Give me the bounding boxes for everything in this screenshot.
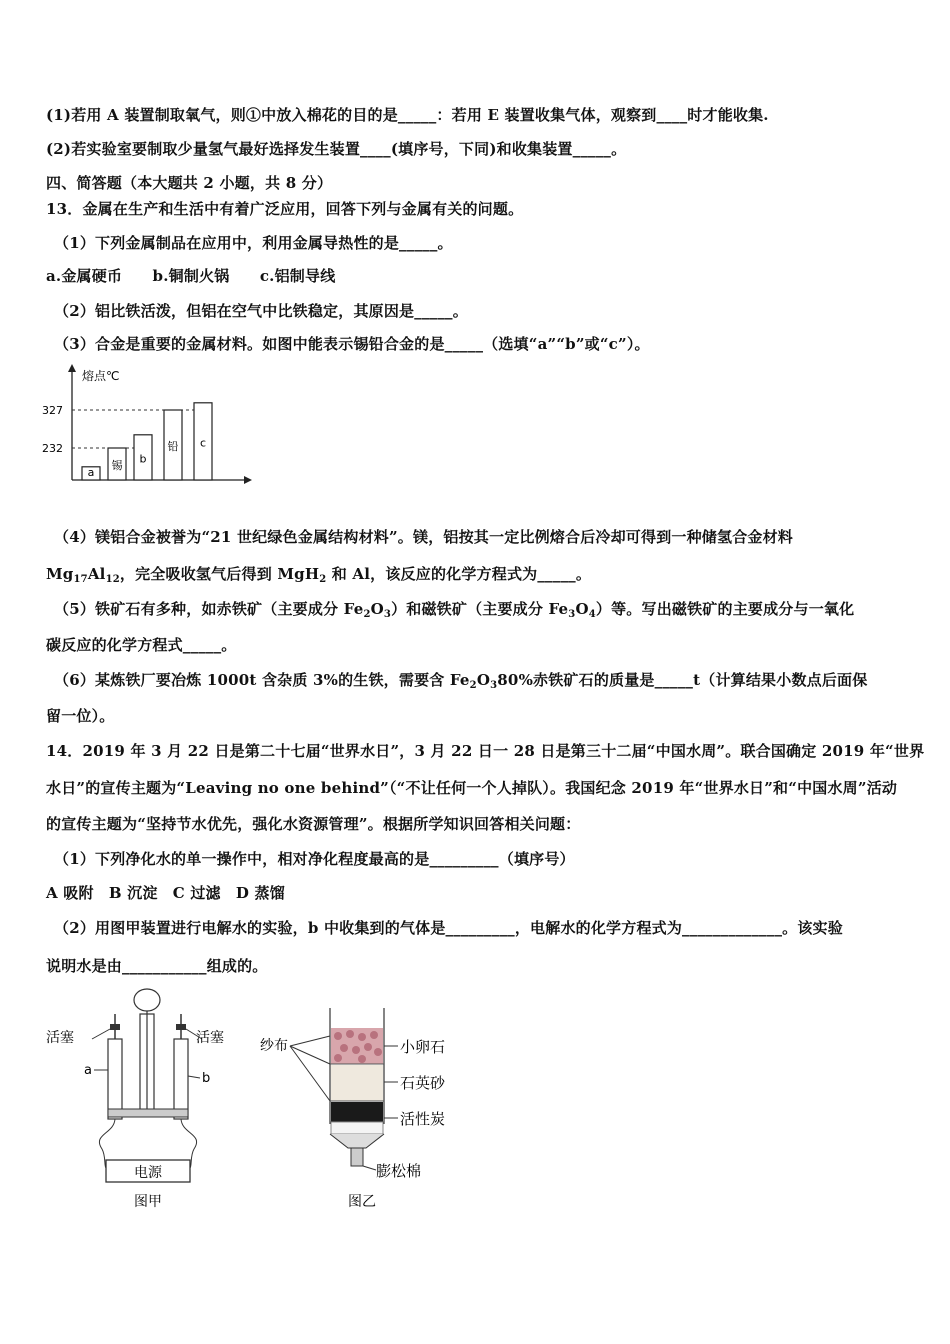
y-axis-label: 熔点℃ <box>82 369 120 383</box>
q13-part-6-cont: 留一位）。 <box>46 707 115 725</box>
right-valve-icon <box>176 1024 186 1030</box>
q14-part-2: （2）用图甲装置进行电解水的实验，b 中收集到的气体是_________，电解水的化学方程式为_____________。该实验 <box>54 919 843 937</box>
x-axis-arrow <box>244 476 252 484</box>
cotton-layer <box>331 1122 383 1134</box>
section-heading: 四、简答题（本大题共 2 小题，共 8 分） <box>46 174 333 192</box>
left-valve-label: 活塞 <box>46 1030 74 1046</box>
bar-label-a: a <box>87 466 95 479</box>
filter-funnel <box>330 1134 384 1148</box>
connector <box>108 1109 188 1117</box>
q13-part-2: （2）铝比铁活泼，但铝在空气中比铁稳定，其原因是_____。 <box>54 302 468 320</box>
sand-label: 石英砂 <box>400 1074 446 1092</box>
tube-a-label: a <box>84 1063 92 1078</box>
figure-jia <box>44 984 244 1214</box>
question-14: 14．2019 年 3 月 22 日是第二十七届“世界水日”，3 月 22 日一 28 日是第三十二届“中国水周”。联合国确定 2019 年“世界 <box>46 742 925 760</box>
q13-part-4-cont: $Mg_{17}Al_{12}$，完全吸收氢气后得到 MgH$_2$ 和 Al，该反应的化学方程式为_____。 <box>46 565 592 585</box>
pebble-label: 小卵石 <box>400 1038 446 1056</box>
left-valve-leader <box>92 1029 110 1039</box>
q14-line-2: 水日”的宣传主题为“Leaving no one behind”（“不让任何一个人掉队）。我国纪念 2019 年“世界水日”和“中国水周”活动 <box>46 779 898 797</box>
ytick-label: 327 <box>42 404 63 417</box>
ytick-label: 232 <box>42 442 63 455</box>
bar-label-c: c <box>199 436 207 450</box>
question-13: 13．金属在生产和生活中有着广泛应用，回答下列与金属有关的问题。 <box>46 200 524 218</box>
figure-yi-caption: 图乙 <box>348 1194 376 1210</box>
q13-part-6: （6）某炼铁厂要冶炼 1000t 含杂质 3%的生铁，需要含 $Fe_2O_380\%$赤铁矿石的质量是_____t（计算结果小数点后面保 <box>54 671 868 691</box>
gauze-leader-3 <box>290 1046 330 1101</box>
funnel-bulb <box>134 989 160 1011</box>
q13-part-4: （4）镁铝合金被誉为“21 世纪绿色金属结构材料”。镁，铝按其一定比例熔合后冷却可得到一种储氢合金材料 <box>54 528 793 546</box>
q14-options: A 吸附 B 沉淀 C 过滤 D 蒸馏 <box>46 884 285 902</box>
tube-a <box>108 1039 122 1119</box>
figure-jia-caption: 图甲 <box>134 1194 162 1210</box>
tube-b <box>174 1039 188 1119</box>
q14-part-1: （1）下列净化水的单一操作中，相对净化程度最高的是_________（填序号） <box>54 850 575 868</box>
bar-label-铅: 铅 <box>167 440 179 453</box>
figure-yi <box>258 1006 478 1216</box>
q13-options: a.金属硬币 b.铜制火锅 c.铝制导线 <box>46 267 336 285</box>
filter-outlet <box>351 1148 363 1166</box>
line-2: (2)若实验室要制取少量氢气最好选择发生装置____(填序号，下同)和收集装置_____。 <box>46 140 627 158</box>
tube-b-label: b <box>202 1071 211 1086</box>
carbon-layer <box>331 1102 383 1122</box>
bar-label-锡: 锡 <box>111 459 123 472</box>
y-axis-arrow <box>68 364 76 372</box>
line-1: (1)若用 A 装置制取氧气，则①中放入棉花的目的是_____：若用 E 装置收集气体，观察到____时才能收集. <box>46 106 769 124</box>
q13-part-5: （5）铁矿石有多种，如赤铁矿（主要成分 $Fe_2O_3$）和磁铁矿（主要成分 $Fe_3O_4$）等。写出磁铁矿的主要成分与一氧化 <box>54 600 855 620</box>
q14-part-2-cont: 说明水是由___________组成的。 <box>46 957 268 975</box>
right-valve-label: 活塞 <box>196 1030 224 1046</box>
sand-layer <box>331 1065 383 1101</box>
melting-point-chart <box>40 362 260 492</box>
gauze-label: 纱布 <box>260 1038 288 1054</box>
q13-part-5-cont: 碳反应的化学方程式_____。 <box>46 636 237 654</box>
tube-b-leader <box>188 1076 200 1078</box>
cotton-leader <box>363 1166 376 1170</box>
cotton-label: 膨松棉 <box>376 1162 422 1180</box>
q14-line-3: 的宣传主题为“坚持节水优先，强化水资源管理”。根据所学知识回答相关问题： <box>46 815 581 833</box>
left-valve-icon <box>110 1024 120 1030</box>
power-label: 电源 <box>134 1165 162 1181</box>
q13-part-3: （3）合金是重要的金属材料。如图中能表示锡铅合金的是_____（选填“a”“b”或“c”）。 <box>54 335 650 353</box>
carbon-label: 活性炭 <box>400 1110 446 1128</box>
q13-part-1: （1）下列金属制品在应用中，利用金属导热性的是_____。 <box>54 234 453 252</box>
gauze-leader-1 <box>290 1036 330 1046</box>
bar-label-b: b <box>139 452 147 466</box>
